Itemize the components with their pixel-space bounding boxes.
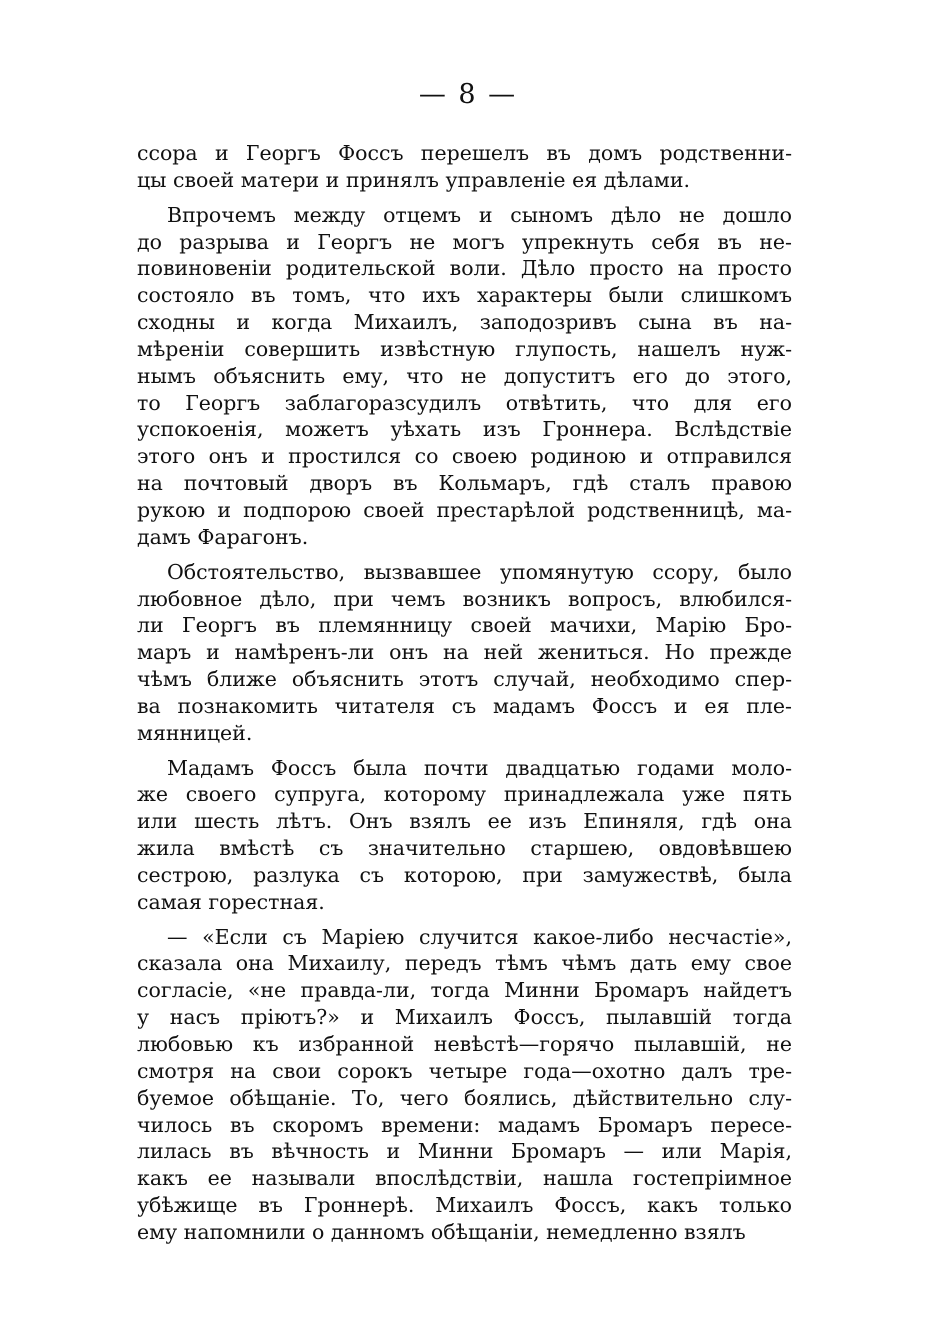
text-line: состояло въ томъ, что ихъ характеры были слишкомъ bbox=[137, 283, 792, 308]
text-line: мѣреніи совершить извѣстную глупость, нашелъ нуж- bbox=[137, 336, 792, 361]
text-line: буемое обѣщаніе. То, чего боялись, дѣйствительно слу- bbox=[137, 1085, 792, 1110]
text-line: Обстоятельство, вызвавшее упомянутую ссору, было bbox=[167, 559, 792, 584]
text-line: ссора и Георгъ Фоссъ перешелъ въ домъ родственни- bbox=[137, 141, 792, 165]
text-line: убѣжище въ Гроннерѣ. Михаилъ Фоссъ, какъ только bbox=[137, 1193, 792, 1218]
text-line: успокоенія, можетъ уѣхать изъ Гроннера. Вслѣдствіе bbox=[137, 417, 792, 442]
text-line: жила вмѣстѣ съ значительно старшею, овдовѣвшею bbox=[137, 836, 792, 861]
paragraph bbox=[137, 202, 792, 551]
text-line: согласіе, «не правда-ли, тогда Минни Бромаръ найдетъ bbox=[137, 978, 792, 1003]
text-line: самая горестная. bbox=[137, 889, 325, 914]
body-text bbox=[137, 140, 792, 1254]
text-line: Впрочемъ между отцемъ и сыномъ дѣло не дошло bbox=[167, 202, 792, 227]
text-line: до разрыва и Георгъ не могъ упрекнуть себя въ не- bbox=[137, 229, 792, 254]
paragraph bbox=[137, 559, 792, 747]
text-line: рукою и подпорою своей престарѣлой родственницѣ, ма- bbox=[137, 497, 792, 522]
paragraph bbox=[137, 924, 792, 1246]
text-line: мянницей. bbox=[137, 720, 253, 745]
text-line: на почтовый дворъ въ Кольмаръ, гдѣ сталъ правою bbox=[137, 471, 792, 496]
text-line: маръ и намѣренъ-ли онъ на ней жениться. Но прежде bbox=[137, 640, 792, 665]
text-line: же своего супруга, которому принадлежала уже пять bbox=[137, 782, 792, 807]
paragraph bbox=[137, 140, 792, 194]
text-line: лилась въ вѣчность и Минни Бромаръ — или Марія, bbox=[137, 1139, 792, 1164]
text-line: то Георгъ заблагоразсудилъ отвѣтить, что для его bbox=[137, 390, 792, 415]
text-line: этого онъ и простился со своею родиною и отправился bbox=[137, 444, 792, 469]
text-line: смотря на свои сорокъ четыре года—охотно далъ тре- bbox=[137, 1058, 792, 1083]
text-line: чѣмъ ближе объяснить этотъ случай, необходимо спер- bbox=[137, 667, 792, 692]
page-number: — 8 — bbox=[418, 79, 518, 110]
text-line: повиновеніи родительской воли. Дѣло просто на просто bbox=[137, 256, 792, 281]
text-line: какъ ее называли впослѣдствіи, нашла гостепріимное bbox=[137, 1166, 792, 1191]
text-line: чилось въ скоромъ времени: мадамъ Бромаръ пересе- bbox=[137, 1112, 792, 1137]
text-line: дамъ Фарагонъ. bbox=[137, 524, 309, 549]
text-line: ли Георгъ въ племянницу своей мачихи, Марію Бро- bbox=[137, 613, 792, 638]
text-line: или шесть лѣтъ. Онъ взялъ ее изъ Епиняля, гдѣ она bbox=[137, 809, 792, 834]
text-line: сестрою, разлука съ которою, при замужествѣ, была bbox=[137, 862, 792, 887]
text-line: ему напомнили о данномъ обѣщаніи, немедленно взялъ bbox=[137, 1219, 746, 1244]
text-line: у насъ пріютъ?» и Михаилъ Фоссъ, пылавшій тогда bbox=[137, 1005, 792, 1030]
text-line: ва познакомить читателя съ мадамъ Фоссъ и ея пле- bbox=[137, 693, 792, 718]
text-line: сходны и когда Михаилъ, заподозривъ сына въ на- bbox=[137, 310, 792, 335]
text-line: — «Если съ Маріею случится какое-либо несчастіе», bbox=[167, 924, 792, 949]
text-line: любовное дѣло, при чемъ возникъ вопросъ, влюбился- bbox=[137, 586, 792, 611]
text-line: сказала она Михаилу, передъ тѣмъ чѣмъ дать ему свое bbox=[137, 951, 792, 976]
text-line: нымъ объяснить ему, что не допуститъ его до этого, bbox=[137, 363, 792, 388]
text-line: цы своей матери и принялъ управленіе ея дѣлами. bbox=[137, 167, 691, 192]
text-line: любовью къ избранной невѣстѣ—горячо пылавшій, не bbox=[137, 1032, 792, 1056]
paragraph bbox=[137, 755, 792, 916]
text-line: Мадамъ Фоссъ была почти двадцатью годами моло- bbox=[167, 755, 792, 780]
